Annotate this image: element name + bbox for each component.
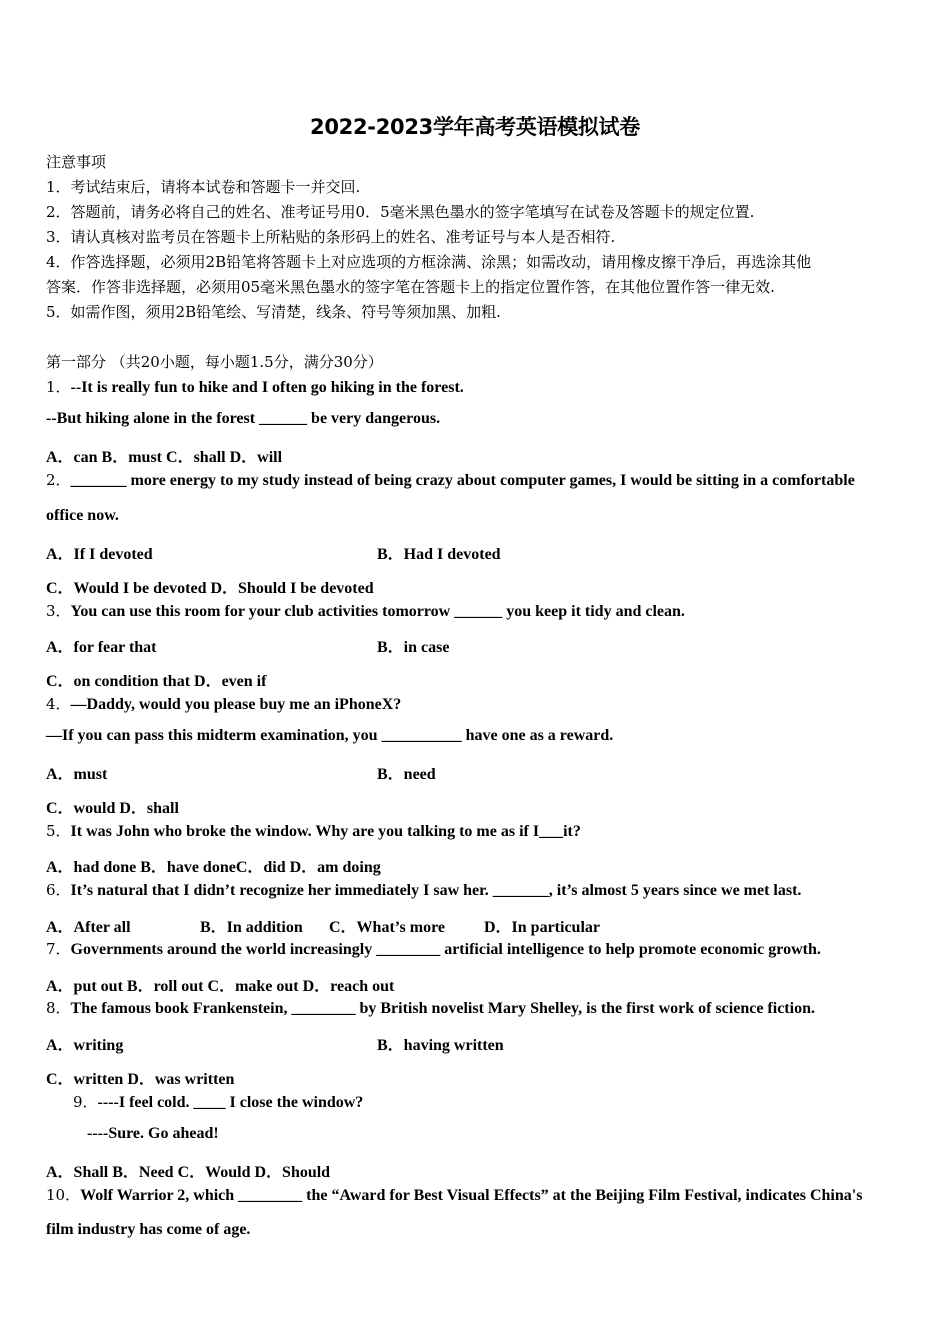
question-2-option-a: A．If I devoted <box>46 546 153 563</box>
question-number: 4． <box>46 695 71 713</box>
note-item: 2．答题前，请务必将自己的姓名、准考证号用0．5毫米黑色墨水的签字笔填写在试卷及答题卡的规定位置. <box>46 203 755 221</box>
question-3-option-a: A．for fear that <box>46 639 157 656</box>
question-2-option-b: B．Had I devoted <box>377 546 501 563</box>
question-3-stem <box>46 600 685 621</box>
question-4-line2: —If you can pass this midterm examination, you __________ have one as a reward. <box>46 727 614 744</box>
question-4-options-cd: C．would D．shall <box>46 800 179 817</box>
question-8-stem <box>46 997 815 1018</box>
question-1-options: A．can B．must C．shall D．will <box>46 449 283 466</box>
question-9-stem <box>73 1091 363 1112</box>
question-6-option-d: D．In particular <box>484 919 601 936</box>
question-3-option-b: B．in case <box>377 639 450 656</box>
question-9-options: A．Shall B．Need C．Would D．Should <box>46 1164 331 1181</box>
question-number: 2． <box>46 471 71 489</box>
question-text: The famous book Frankenstein, ________ by British novelist Mary Shelley, is the first work of science fiction. <box>70 1000 815 1017</box>
question-6-option-c: C．What’s more <box>329 919 445 936</box>
question-number: 7． <box>46 940 71 958</box>
question-2-line2: office now. <box>46 507 119 524</box>
question-number: 3． <box>46 602 71 620</box>
question-4-option-a: A．must <box>46 766 108 783</box>
question-number: 1． <box>46 378 71 396</box>
note-item: 1．考试结束后，请将本试卷和答题卡一并交回. <box>46 178 361 196</box>
question-text: It was John who broke the window. Why are you talking to me as if I___it? <box>70 823 581 840</box>
section-heading: 第一部分 （共20小题，每小题1.5分，满分30分） <box>46 353 383 371</box>
question-number: 9． <box>73 1093 98 1111</box>
question-8-options-cd: C．written D．was written <box>46 1071 235 1088</box>
question-text: _______ more energy to my study instead of being crazy about computer games, I would be sitting in a comfortable <box>70 472 855 489</box>
question-2-options-cd: C．Would I be devoted D．Should I be devoted <box>46 580 374 597</box>
question-8-option-b: B．having written <box>377 1037 504 1054</box>
question-1-line2: --But hiking alone in the forest ______ be very dangerous. <box>46 410 441 427</box>
question-4-option-b: B．need <box>377 766 436 783</box>
question-8-option-a: A．writing <box>46 1037 124 1054</box>
question-4-stem <box>46 693 401 714</box>
question-5-stem <box>46 820 581 841</box>
note-item: 答案．作答非选择题，必须用05毫米黑色墨水的签字笔在答题卡上的指定位置作答，在其他位置作答一律无效. <box>46 278 775 296</box>
question-3-options-cd: C．on condition that D．even if <box>46 673 267 690</box>
note-item: 5．如需作图，须用2B铅笔绘、写清楚，线条、符号等须加黑、加粗. <box>46 303 501 321</box>
question-9-line2: ----Sure. Go ahead! <box>87 1125 219 1142</box>
page-title: 2022-2023学年高考英语模拟试卷 <box>310 115 640 139</box>
question-number: 10． <box>46 1186 81 1204</box>
question-text: It’s natural that I didn’t recognize her immediately I saw her. _______, it’s almost 5 years since we met last. <box>70 882 802 899</box>
question-2-stem <box>46 469 855 490</box>
question-text: You can use this room for your club activities tomorrow ______ you keep it tidy and clean. <box>70 603 685 620</box>
question-number: 5． <box>46 822 71 840</box>
question-text: --It is really fun to hike and I often go hiking in the forest. <box>70 379 464 396</box>
question-7-stem <box>46 938 821 959</box>
question-text: Wolf Warrior 2, which ________ the “Award for Best Visual Effects” at the Beijing Film Festival, indicates China's <box>80 1187 863 1204</box>
question-number: 6． <box>46 881 71 899</box>
notes-heading: 注意事项 <box>46 153 107 171</box>
question-10-stem <box>46 1184 862 1205</box>
question-text: —Daddy, would you please buy me an iPhoneX? <box>70 696 402 713</box>
note-item: 3．请认真核对监考员在答题卡上所粘贴的条形码上的姓名、准考证号与本人是否相符. <box>46 228 616 246</box>
question-6-option-a: A．After all <box>46 919 131 936</box>
question-1-stem <box>46 376 464 397</box>
question-7-options: A．put out B．roll out C．make out D．reach out <box>46 978 395 995</box>
question-text: Governments around the world increasingly ________ artificial intelligence to help promote economic growth. <box>70 941 821 958</box>
question-6-stem <box>46 879 801 900</box>
question-number: 8． <box>46 999 71 1017</box>
question-10-line2: film industry has come of age. <box>46 1221 251 1238</box>
question-text: ----I feel cold. ____ I close the window? <box>97 1094 364 1111</box>
question-5-options: A．had done B．have doneC．did D．am doing <box>46 859 381 876</box>
note-item: 4．作答选择题，必须用2B铅笔将答题卡上对应选项的方框涂满、涂黑；如需改动，请用橡皮擦干净后，再选涂其他 <box>46 253 812 271</box>
question-6-option-b: B．In addition <box>200 919 303 936</box>
